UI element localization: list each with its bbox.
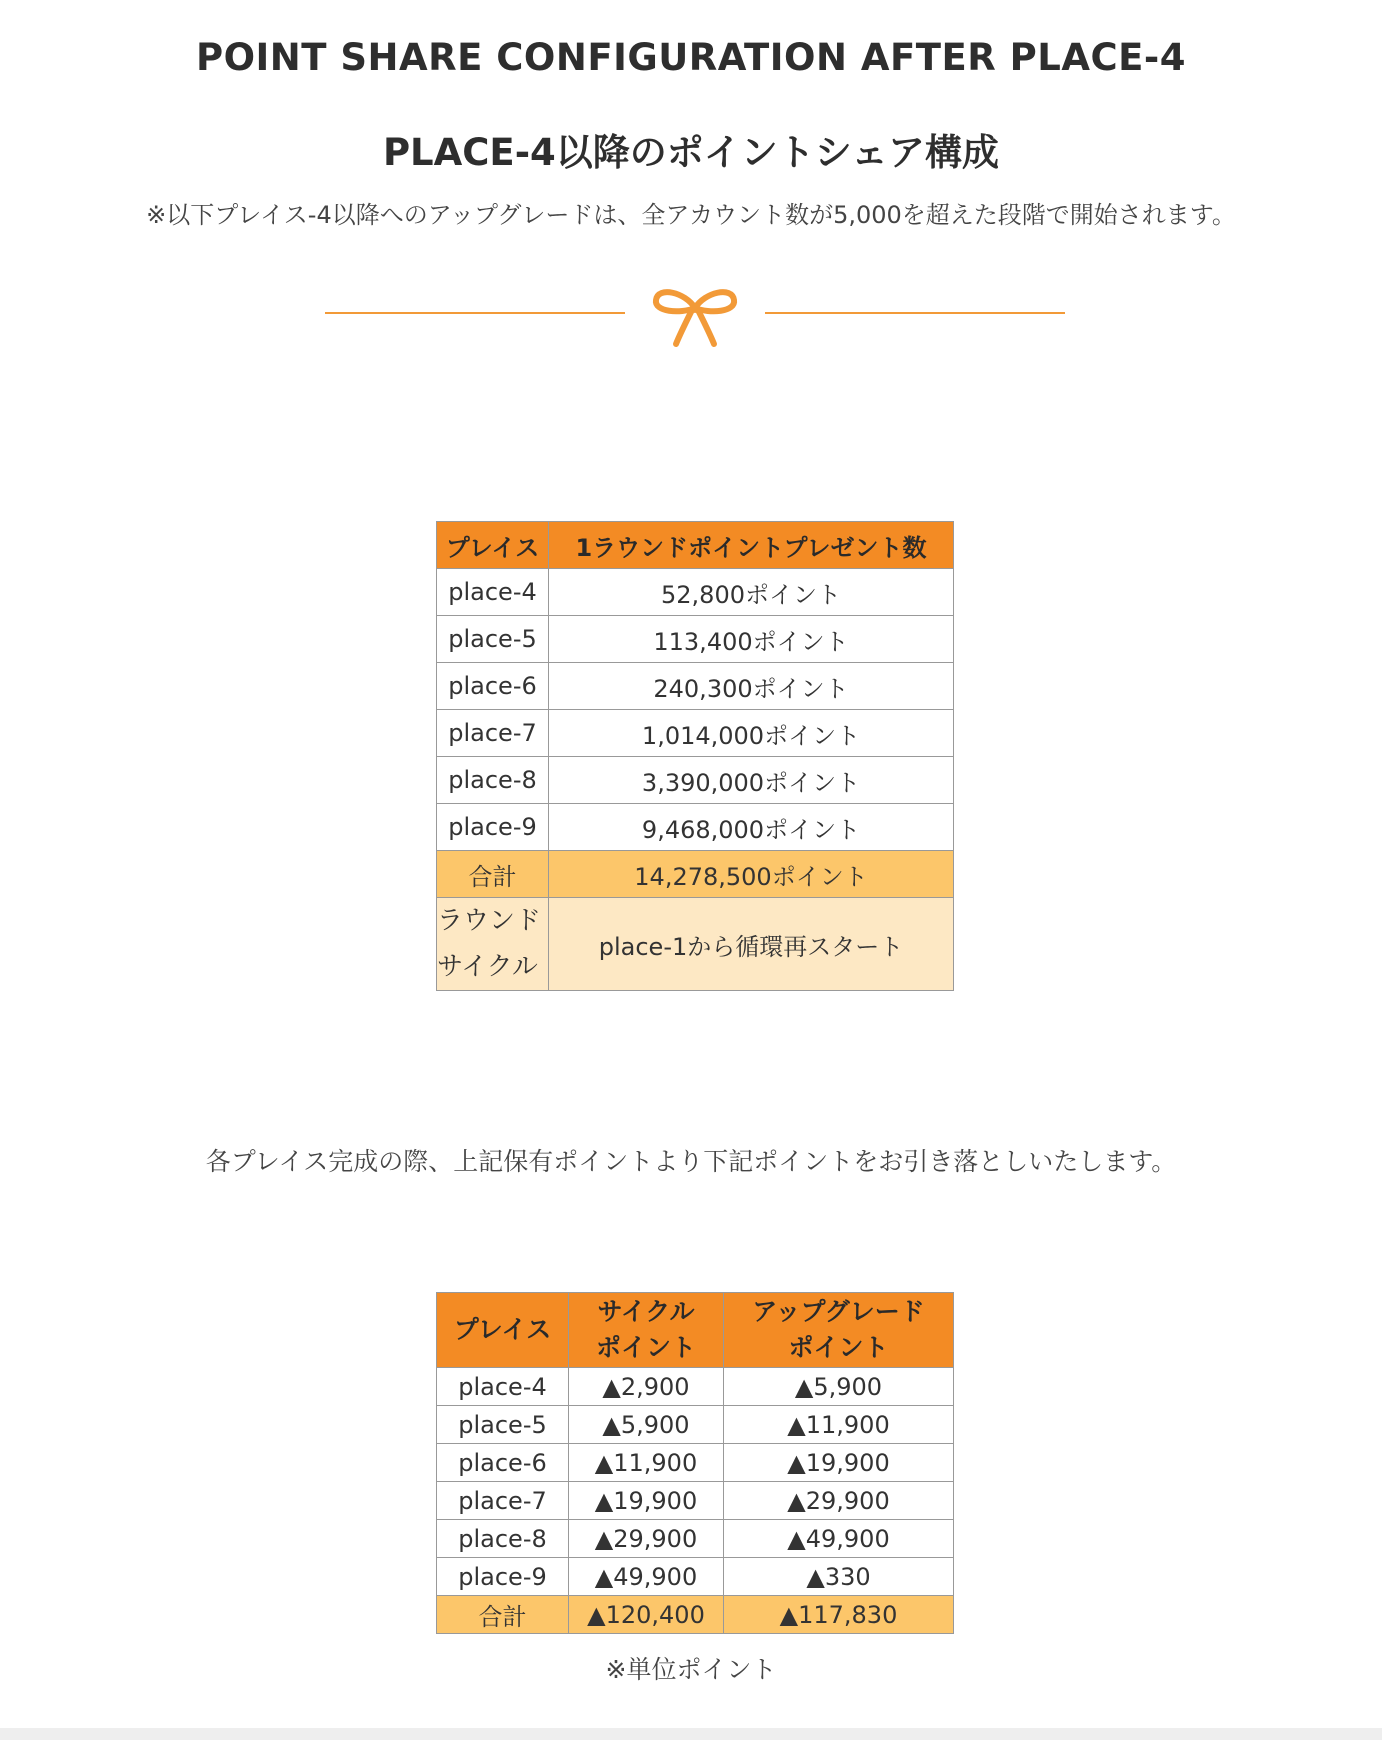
place-cell: place-7 [437, 1482, 569, 1520]
place-cell: place-9 [437, 1558, 569, 1596]
points-cell: 113,400ポイント [549, 616, 954, 663]
table-header-row [437, 522, 954, 569]
table-row [437, 1520, 954, 1558]
round-cycle-label-line1: ラウンド [437, 906, 542, 936]
place-cell: place-8 [437, 1520, 569, 1558]
header-cycle-points [569, 1293, 724, 1368]
place-cell: place-8 [437, 757, 549, 804]
cycle-points-cell: ▲19,900 [569, 1482, 724, 1520]
header-upgrade-points [724, 1293, 954, 1368]
upgrade-points-cell: ▲330 [724, 1558, 954, 1596]
table-row [437, 1444, 954, 1482]
points-cell: 3,390,000ポイント [549, 757, 954, 804]
total-row [437, 851, 954, 898]
deduction-note: 各プレイス完成の際、上記保有ポイントより下記ポイントをお引き落としいたします。 [205, 1147, 1177, 1176]
divider-line-left [325, 312, 625, 314]
total-cycle-points: ▲120,400 [569, 1596, 724, 1634]
points-cell: 240,300ポイント [549, 663, 954, 710]
upgrade-points-cell: ▲49,900 [724, 1520, 954, 1558]
points-cell: 52,800ポイント [549, 569, 954, 616]
place-cell: place-5 [437, 616, 549, 663]
table-row [437, 804, 954, 851]
divider-line-right [765, 312, 1065, 314]
cycle-points-cell: ▲29,900 [569, 1520, 724, 1558]
ribbon-bow-icon [650, 280, 740, 350]
place-cell: place-6 [437, 1444, 569, 1482]
table-row [437, 757, 954, 804]
header-place: プレイス [437, 522, 549, 569]
round-cycle-row [437, 898, 954, 991]
cycle-points-cell: ▲11,900 [569, 1444, 724, 1482]
upgrade-points-cell: ▲29,900 [724, 1482, 954, 1520]
round-cycle-label-line2: サイクル [437, 952, 538, 982]
total-row [437, 1596, 954, 1634]
table-row [437, 1558, 954, 1596]
page-title-ja: PLACE-4以降のポイントシェア構成 [382, 131, 1000, 174]
total-points: 14,278,500ポイント [549, 851, 954, 898]
cycle-points-cell: ▲5,900 [569, 1406, 724, 1444]
page-title-en: POINT SHARE CONFIGURATION AFTER PLACE-4 [195, 36, 1187, 79]
place-cell: place-6 [437, 663, 549, 710]
points-cell: 1,014,000ポイント [549, 710, 954, 757]
place-cell: place-4 [437, 569, 549, 616]
table-row [437, 616, 954, 663]
header-cycle-points-line1: サイクル [597, 1297, 695, 1326]
upgrade-points-cell: ▲5,900 [724, 1368, 954, 1406]
place-cell: place-4 [437, 1368, 569, 1406]
upgrade-start-note: ※以下プレイス-4以降へのアップグレードは、全アカウント数が5,000を超えた段階で開始されます。 [146, 201, 1236, 229]
table-row [437, 710, 954, 757]
header-round-points: 1ラウンドポイントプレゼント数 [549, 522, 954, 569]
deduction-table [436, 1292, 954, 1634]
unit-note: ※単位ポイント [605, 1655, 777, 1684]
upgrade-points-cell: ▲19,900 [724, 1444, 954, 1482]
ribbon-divider [325, 280, 1065, 350]
total-label: 合計 [437, 851, 549, 898]
total-label: 合計 [437, 1596, 569, 1634]
table-row [437, 1406, 954, 1444]
header-upgrade-points-line1: アップグレード [752, 1297, 925, 1326]
cycle-points-cell: ▲2,900 [569, 1368, 724, 1406]
header-cycle-points-line2: ポイント [595, 1333, 696, 1362]
round-cycle-value: place-1から循環再スタート [549, 898, 954, 991]
table-header-row [437, 1293, 954, 1368]
place-cell: place-7 [437, 710, 549, 757]
table-row [437, 663, 954, 710]
page-bottom-bar [0, 1728, 1382, 1740]
header-place: プレイス [437, 1293, 569, 1368]
round-cycle-label [437, 898, 549, 991]
table-row [437, 1482, 954, 1520]
header-upgrade-points-line2: ポイント [788, 1333, 889, 1362]
cycle-points-cell: ▲49,900 [569, 1558, 724, 1596]
total-upgrade-points: ▲117,830 [724, 1596, 954, 1634]
round-point-table [436, 521, 954, 991]
upgrade-points-cell: ▲11,900 [724, 1406, 954, 1444]
place-cell: place-5 [437, 1406, 569, 1444]
place-cell: place-9 [437, 804, 549, 851]
points-cell: 9,468,000ポイント [549, 804, 954, 851]
table-row [437, 569, 954, 616]
table-row [437, 1368, 954, 1406]
